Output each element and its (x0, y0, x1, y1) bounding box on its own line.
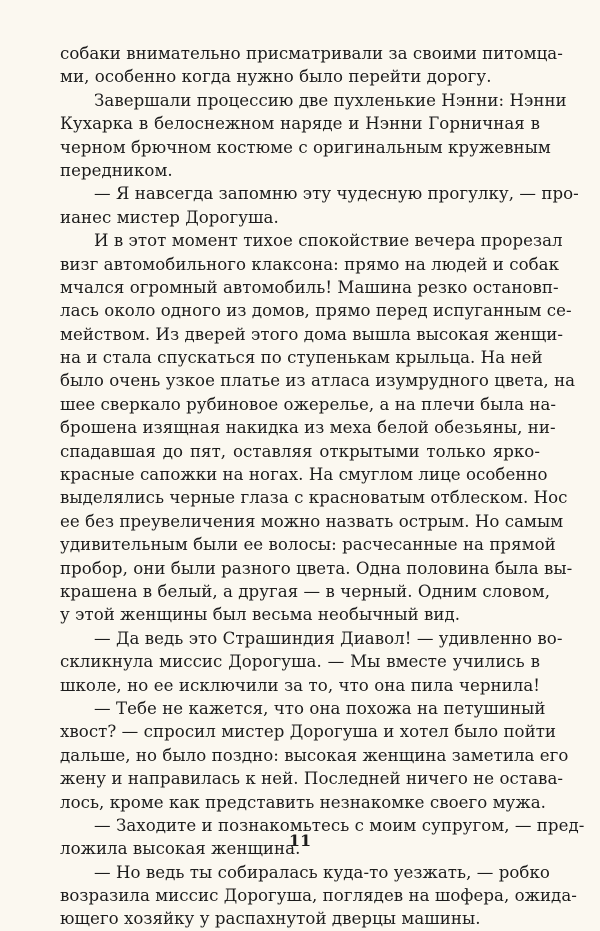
text-line: собаки внимательно присматривали за своими питомца- (60, 44, 563, 63)
text-line: спадавшая до пят, оставляя открытыми только ярко- (60, 441, 540, 461)
text-line: брошена изящная накидка из меха белой обезьяны, ни- (60, 418, 556, 438)
text-line: ее без преувеличения можно назвать острым. Но самым (60, 511, 564, 531)
text-line: красные сапожки на ногах. На смуглом лице особенно (60, 465, 548, 485)
text-line: мейством. Из дверей этого дома вышла высокая женщи- (60, 324, 564, 344)
text-line: передником. (60, 160, 173, 180)
text-line: скликнула миссис Дорогуша. — Мы вместе учились в (60, 652, 540, 672)
text-line: мчался огромный автомобиль! Машина резко остановп- (60, 277, 559, 297)
text-line: на и стала спускаться по ступенькам крыльца. На ней (60, 348, 543, 368)
text-line: у этой женщины был весьма необычный вид. (60, 605, 461, 625)
text-line: выделялись черные глаза с красноватым отблеском. Нос (60, 488, 568, 508)
text-line: лась около одного из домов, прямо перед испуганным се- (60, 301, 572, 321)
text-line: ми, особенно когда нужно было перейти дорогу. (60, 67, 492, 87)
text-line: школе, но ее исключили за то, что она пила чернила! (60, 675, 540, 695)
text-line: — Да ведь это Страшиндия Диавол! — удивленно во- (94, 628, 563, 648)
text-line: шее сверкало рубиновое ожерелье, а на плечи была на- (60, 394, 557, 414)
body-text (60, 42, 585, 931)
text-line: крашена в белый, а другая — в черный. Одним словом, (60, 581, 551, 601)
text-line: — Но ведь ты собиралась куда-то уезжать, — робко (94, 862, 550, 882)
text-line: возразила миссис Дорогуша, поглядев на шофера, ожида- (60, 886, 577, 906)
text-line: удивительным были ее волосы: расчесанные на прямой (60, 535, 556, 555)
text-line: — Я навсегда запомню эту чудесную прогулку, — про- (94, 184, 579, 204)
text-line: дальше, но было поздно: высокая женщина заметила его (60, 745, 569, 765)
text-line: И в этот момент тихое спокойствие вечера прорезал (94, 231, 563, 251)
text-line: жену и направилась к ней. Последней ничего не остава- (60, 769, 564, 789)
text-line: ианес мистер Дорогуша. (60, 207, 279, 227)
text-line: было очень узкое платье из атласа изумрудного цвета, на (60, 371, 576, 391)
text-line: Завершали процессию две пухленькие Нэнни: Нэнни (94, 90, 567, 110)
text-line: визг автомобильного клаксона: прямо на людей и собак (60, 254, 560, 274)
text-line: Кухарка в белоснежном наряде и Нэнни Горничная в (60, 114, 540, 134)
text-line: ющего хозяйку у распахнутой дверцы машины. (60, 909, 481, 929)
text-line: черном брючном костюме с оригинальным кружевным (60, 137, 551, 157)
text-line: — Тебе не кажется, что она похожа на петушиный (94, 698, 546, 718)
text-line: пробор, они были разного цвета. Одна половина была вы- (60, 558, 573, 578)
page-number: 11 (288, 831, 312, 850)
text-line: — Заходите и познакомьтесь с моим супругом, — пред- (94, 815, 585, 835)
text-line: хвост? — спросил мистер Дорогуша и хотел было пойти (60, 722, 557, 742)
text-line: ложила высокая женщина. (60, 839, 301, 859)
text-line: лось, кроме как представить незнакомке своего мужа. (60, 792, 546, 812)
